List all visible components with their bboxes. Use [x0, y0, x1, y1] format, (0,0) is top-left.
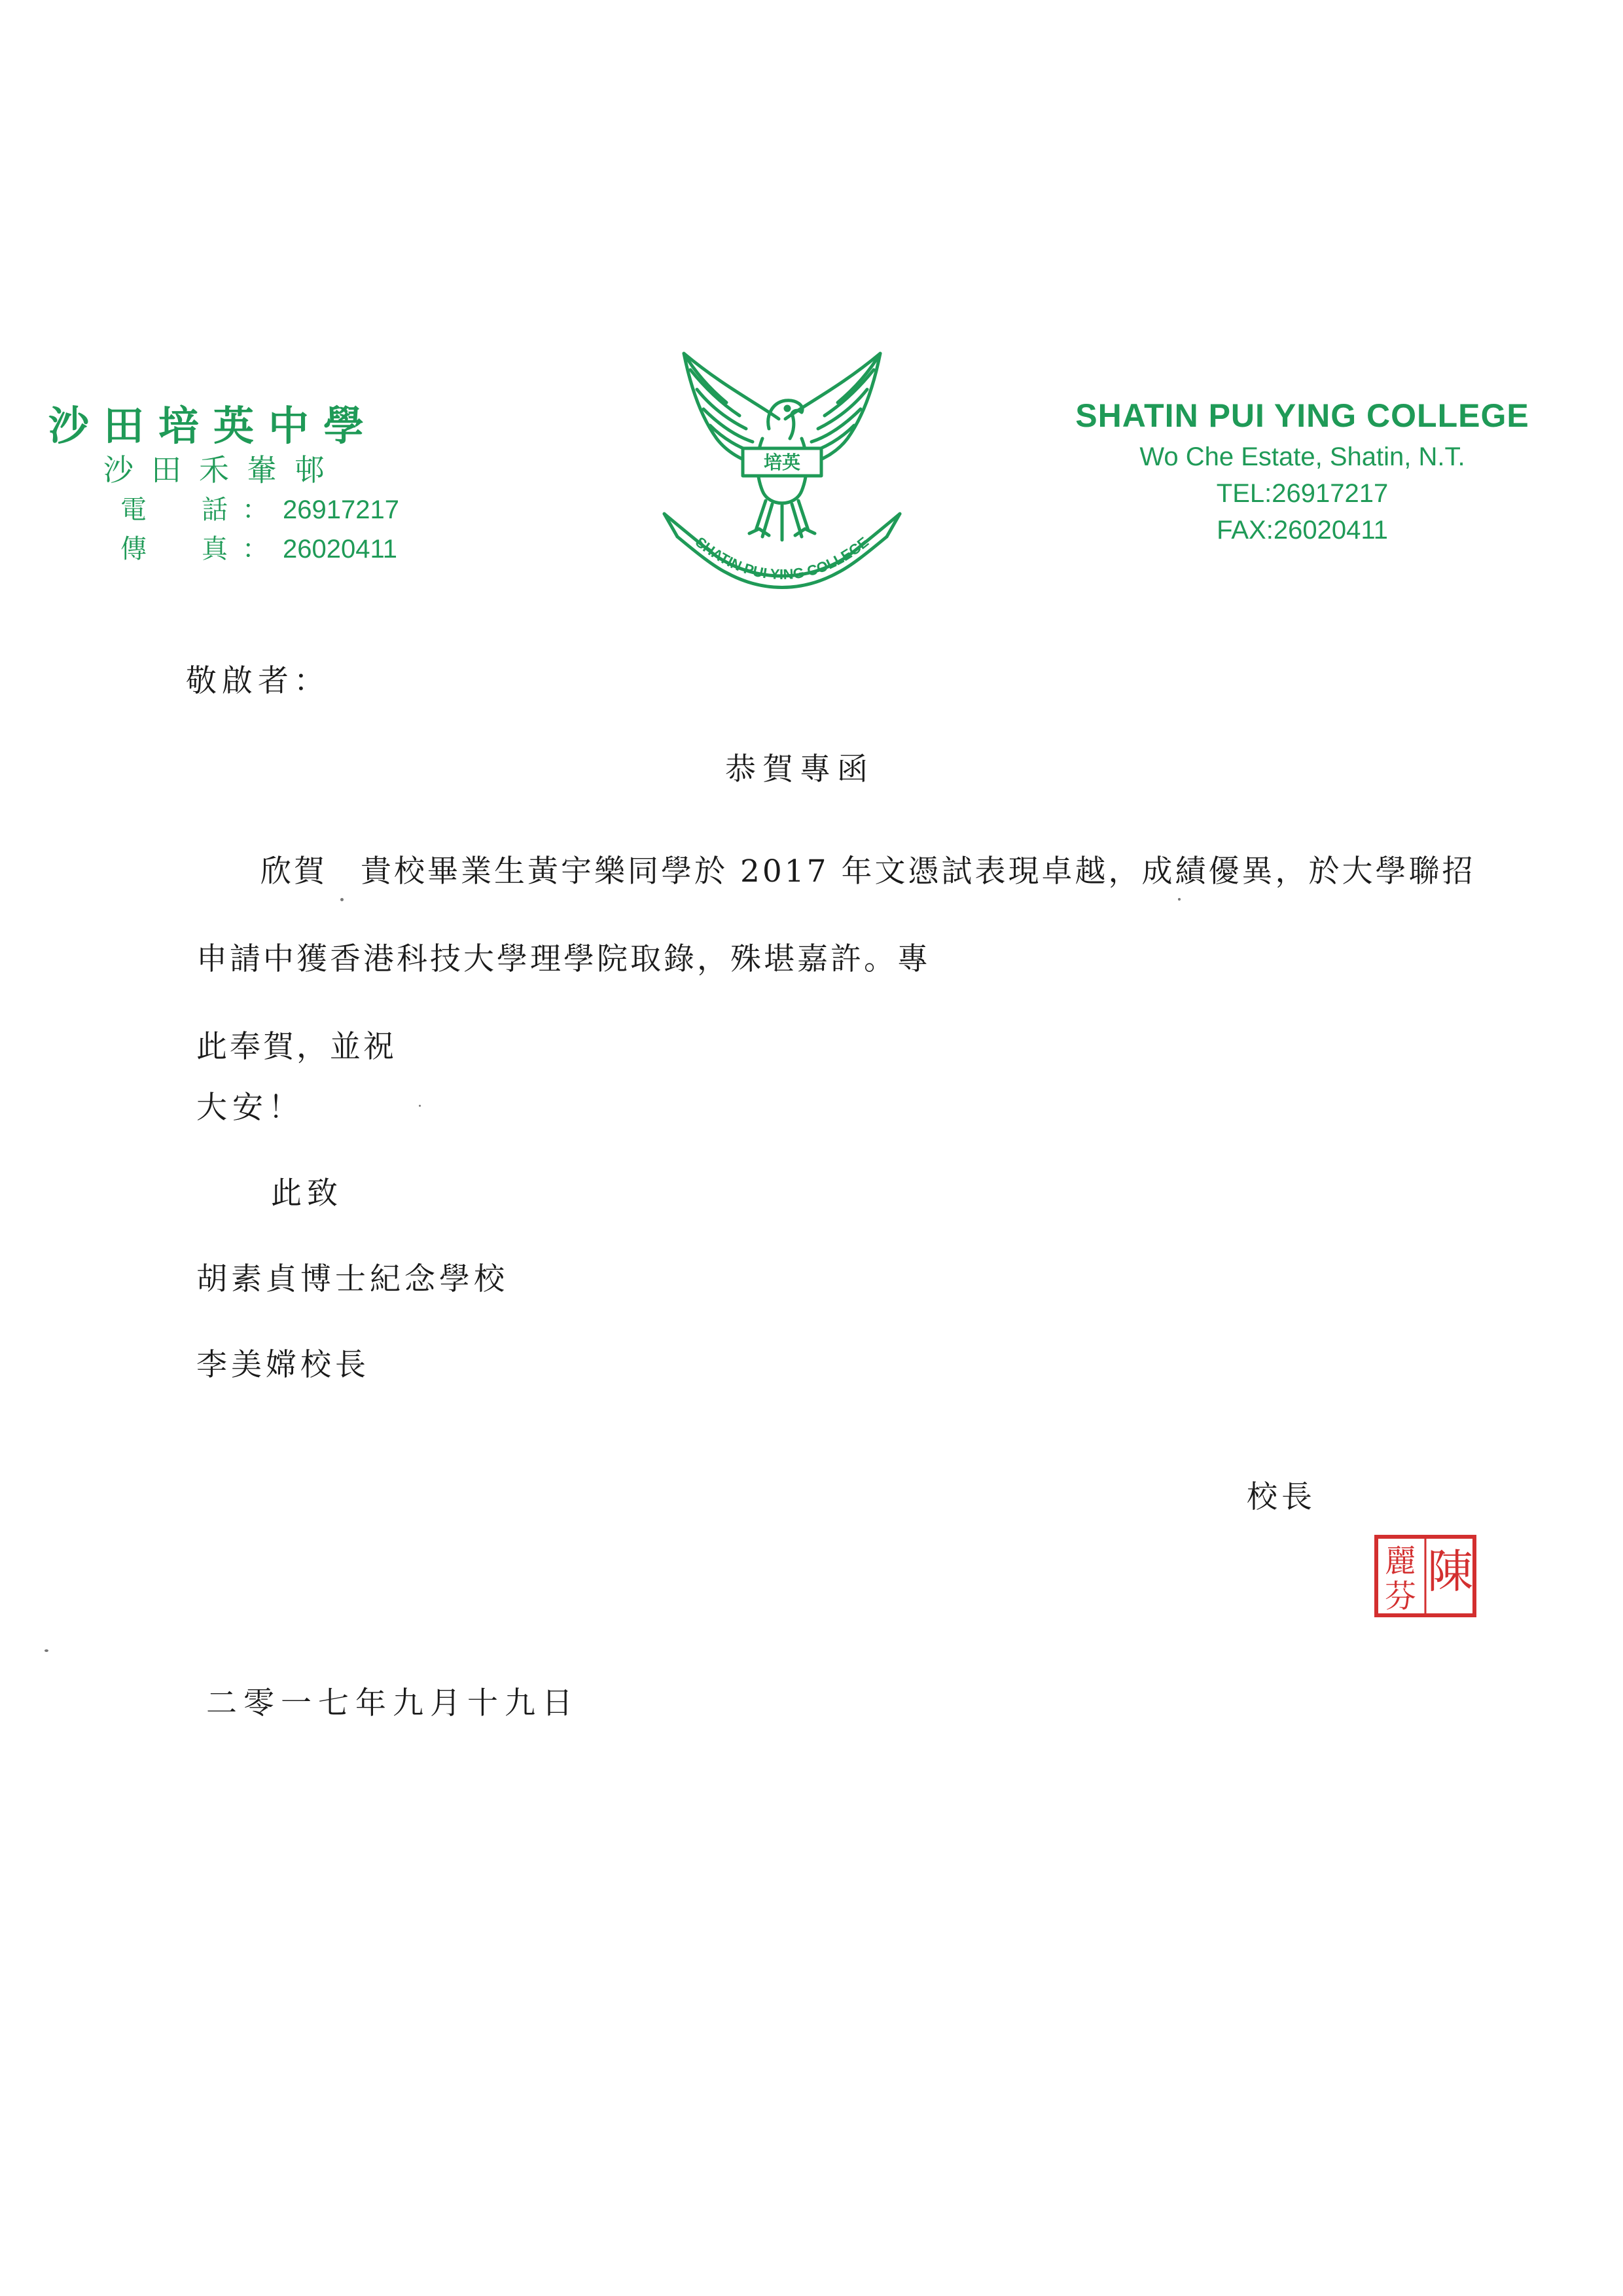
principal-seal-stamp — [1373, 1534, 1478, 1619]
seal-given-name-2: 芬 — [1384, 1578, 1417, 1615]
letterhead-chinese-block — [48, 403, 467, 569]
salutation: 敬啟者： — [186, 663, 330, 699]
paragraph-text: 欣賀 貴校畢業生黃宇樂同學於 2017 年文憑試表現卓越，成績優異，於大學聯招申請中獲香港科技大學理學院取錄，殊堪嘉許。專 — [196, 853, 1476, 977]
recipient-name: 李美嫦校長 — [196, 1347, 370, 1383]
school-name-chinese: 沙田培英中學 — [48, 402, 379, 450]
letterhead — [0, 0, 1623, 641]
school-address-english: Wo Che Estate, Shatin, N.T. — [1139, 442, 1465, 471]
scan-speck — [1178, 898, 1181, 901]
school-name-english: SHATIN PUI YING COLLEGE — [1075, 397, 1529, 434]
letter-paragraph — [196, 828, 1486, 1091]
crest-ribbon-text: SHATIN PUI YING COLLEGE — [692, 533, 872, 583]
school-address-chinese: 沙田禾輋邨 — [103, 452, 342, 488]
letter-date: 二零一七年九月十九日 — [206, 1685, 579, 1721]
blessing-line: 大安！ — [196, 1090, 304, 1126]
recipient-school: 胡素貞博士紀念學校 — [196, 1261, 508, 1297]
fax-number: 26020411 — [283, 535, 397, 564]
telephone-label: 電 話： — [120, 495, 283, 525]
scan-speck — [419, 1105, 421, 1107]
telephone-line-chinese — [48, 490, 467, 529]
seal-given-name-1: 麗 — [1384, 1543, 1417, 1579]
crest-chinese-text: 培英 — [763, 452, 801, 473]
closing-line: 此致 — [271, 1175, 343, 1211]
fax-english: FAX:26020411 — [1217, 516, 1388, 545]
scan-speck — [340, 898, 344, 901]
telephone-number: 26917217 — [283, 495, 399, 524]
school-crest-logo — [645, 340, 919, 615]
telephone-english: TEL:26917217 — [1216, 479, 1389, 508]
scan-speck — [45, 1649, 48, 1652]
letter-subject: 恭賀專函 — [725, 751, 874, 787]
signer-title: 校長 — [1247, 1479, 1316, 1515]
letterhead-english-block — [1021, 393, 1584, 548]
fax-line-chinese — [48, 529, 467, 569]
fax-label: 傳 真： — [120, 534, 283, 564]
seal-surname: 陳 — [1427, 1545, 1473, 1598]
paragraph-ending: 此奉賀，並祝 — [196, 1029, 397, 1065]
